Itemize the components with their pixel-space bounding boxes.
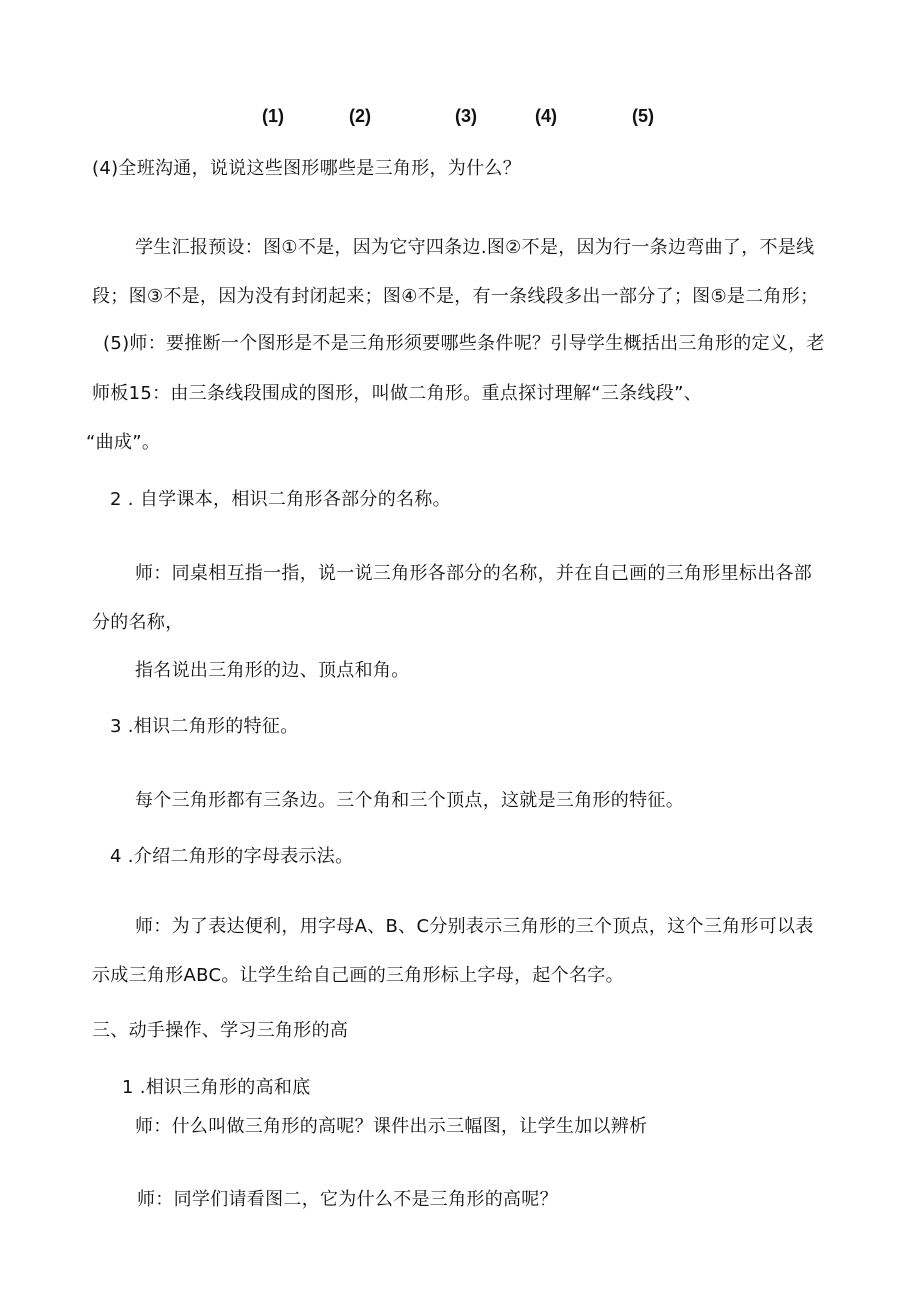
paragraph-line: 学生汇报预设：图①不是，因为它守四条边.图②不是，因为行一条边弯曲了，不是线 <box>135 237 815 258</box>
paragraph-line: 每个三角形都有三条边。三个角和三个顶点，这就是三角形的特征。 <box>135 790 684 811</box>
paragraph-line: (5)师：要推断一个图形是不是三角形须要哪些条件呢？引导学生概括出三角形的定义，老 <box>103 333 825 354</box>
paragraph-line: 师：为了表达便利，用字母A、B、C分别表示三角形的三个顶点，这个三角形可以表 <box>135 916 814 937</box>
section-heading: 3 .相识二角形的特征。 <box>110 716 299 737</box>
paragraph-line: 师：同学们请看图二，它为什么不是三角形的高呢？ <box>137 1189 558 1210</box>
figure-label-3: (3) <box>455 106 477 126</box>
figure-label-2: (2) <box>349 106 371 126</box>
paragraph-line: 分的名称， <box>92 612 184 633</box>
paragraph-line: 指名说出三角形的边、顶点和角。 <box>135 660 410 681</box>
section-heading: 1 .相识三角形的高和底 <box>122 1077 311 1098</box>
paragraph-line: 段；图③不是，因为没有封闭起来；图④不是，有一条线段多出一部分了；图⑤是二角形； <box>92 286 819 307</box>
figure-label-1: (1) <box>262 106 284 126</box>
paragraph-line: (4)全班沟通，说说这些图形哪些是三角形，为什么？ <box>92 158 521 179</box>
figure-label-5: (5) <box>632 106 654 126</box>
paragraph-line: 师：同桌相互指一指，说一说三角形各部分的名称，并在自己画的三角形里标出各部 <box>135 563 813 584</box>
figure-label-4: (4) <box>535 106 557 126</box>
section-heading: 三、动手操作、学习三角形的高 <box>92 1020 349 1041</box>
section-heading: 2 . 自学课本，相识二角形各部分的名称。 <box>110 489 451 510</box>
paragraph-line: 师：什么叫做三角形的高呢？课件出示三幅图，让学生加以辨析 <box>135 1116 648 1137</box>
paragraph-line: 师板15：由三条线段围成的图形，叫做二角形。重点探讨理解“三条线段”、 <box>92 383 703 404</box>
paragraph-line: 示成三角形ABC。让学生给自己画的三角形标上字母，起个名字。 <box>92 965 624 986</box>
section-heading: 4 .介绍二角形的字母表示法。 <box>110 846 354 867</box>
paragraph-line: “曲成”。 <box>86 432 161 453</box>
